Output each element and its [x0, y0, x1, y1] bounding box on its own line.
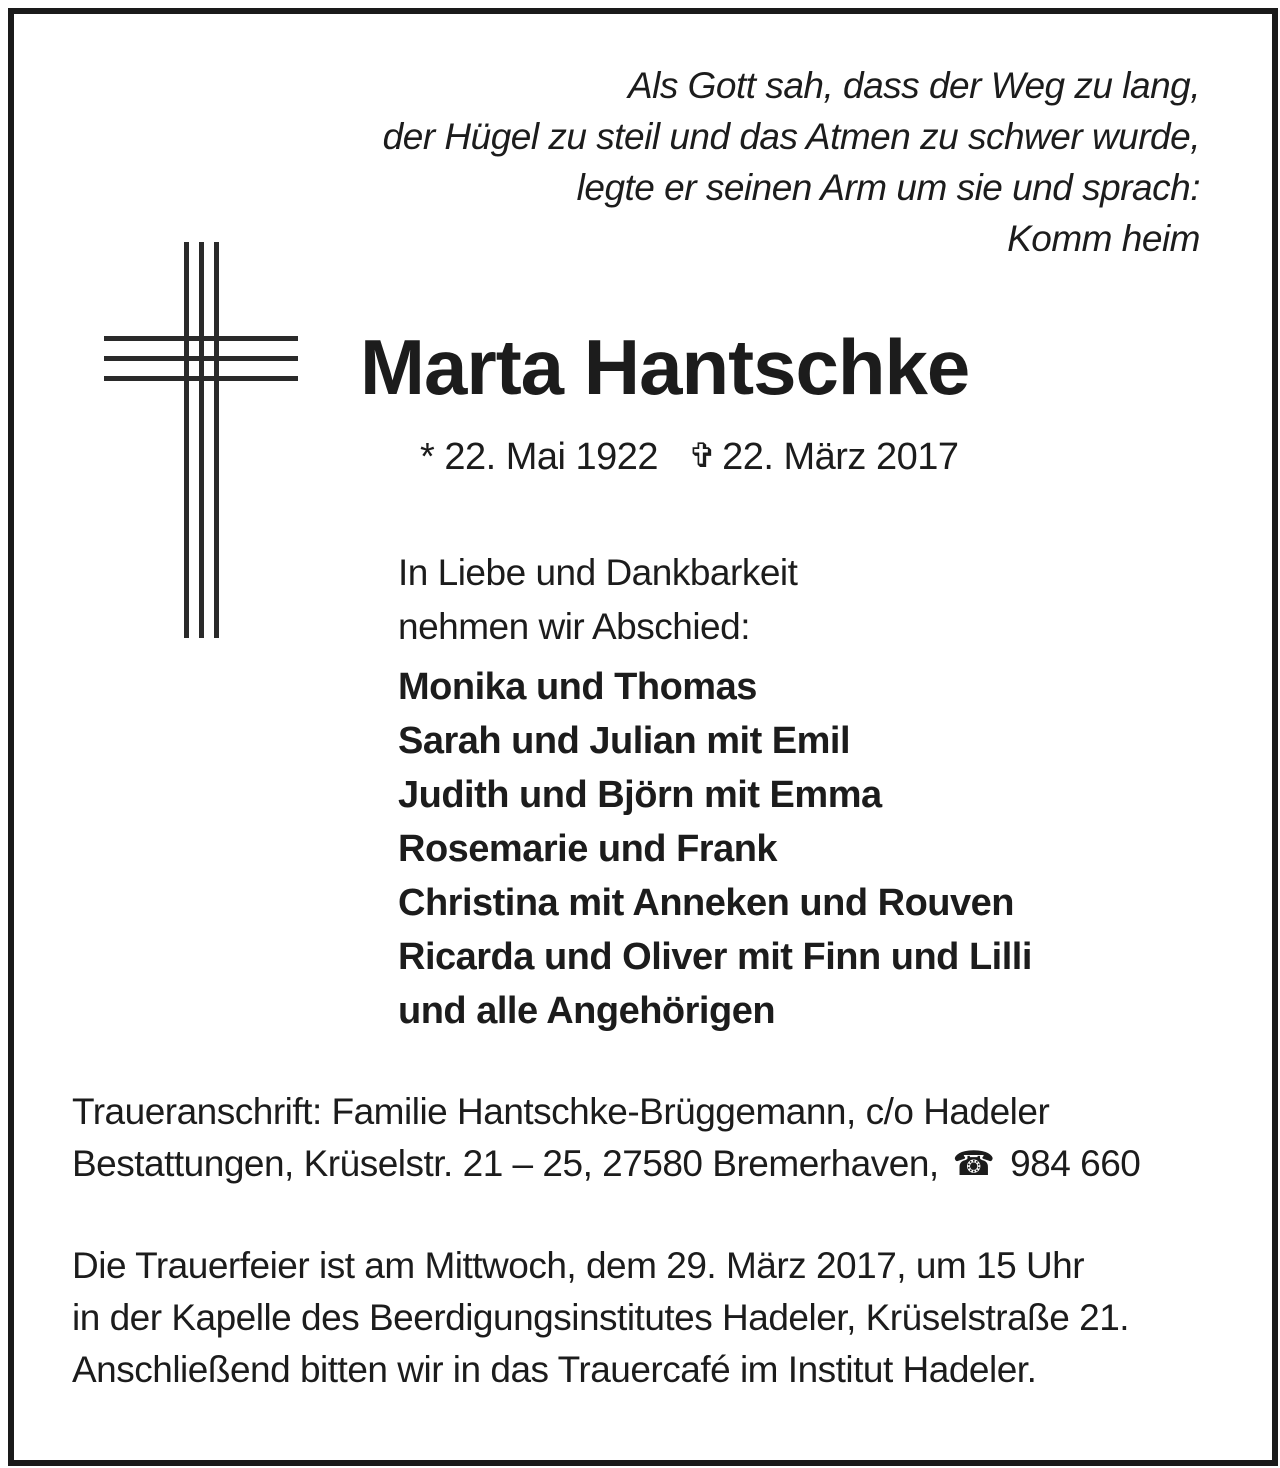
poem — [383, 60, 1200, 264]
ceremony-line: Anschließend bitten wir in das Trauercafé im Institut Hadeler. — [72, 1349, 1037, 1390]
deceased-name: Marta Hantschke — [360, 323, 970, 411]
address-line: Traueranschrift: Familie Hantschke-Brüggemann, c/o Hadeler — [72, 1091, 1050, 1132]
ceremony-line: Die Trauerfeier ist am Mittwoch, dem 29. März 2017, um 15 Uhr — [72, 1245, 1085, 1286]
poem-line: Als Gott sah, dass der Weg zu lang, — [627, 65, 1200, 106]
phone-number: 984 660 — [1010, 1143, 1141, 1184]
poem-line: Komm heim — [1007, 218, 1200, 259]
ceremony-line: in der Kapelle des Beerdigungsinstitutes Hadeler, Krüselstraße 21. — [72, 1297, 1130, 1338]
cross-icon — [104, 242, 298, 638]
mourners-list — [398, 660, 1032, 1038]
intro-line: nehmen wir Abschied: — [398, 606, 750, 647]
mourner: Ricarda und Oliver mit Finn und Lilli — [398, 936, 1032, 978]
mourner: Judith und Björn mit Emma — [398, 774, 882, 816]
death-date: 22. März 2017 — [722, 436, 959, 478]
phone-icon: ☎ — [952, 1145, 995, 1183]
farewell-intro — [398, 546, 797, 654]
mourner: und alle Angehörigen — [398, 990, 776, 1032]
funeral-ceremony-info — [72, 1240, 1129, 1396]
mourner: Monika und Thomas — [398, 666, 757, 708]
poem-line: legte er seinen Arm um sie und sprach: — [576, 167, 1200, 208]
mourner: Christina mit Anneken und Rouven — [398, 882, 1014, 924]
mourner: Sarah und Julian mit Emil — [398, 720, 851, 762]
mourner: Rosemarie und Frank — [398, 828, 778, 870]
mourning-address — [72, 1086, 1140, 1190]
cross-vertical-beam — [184, 242, 219, 638]
address-line — [72, 1138, 1140, 1190]
poem-line: der Hügel zu steil und das Atmen zu schwer wurde, — [382, 116, 1200, 157]
birth-date: * 22. Mai 1922 — [420, 436, 659, 478]
address-line-text: Bestattungen, Krüselstr. 21 – 25, 27580 Bremerhaven, — [72, 1143, 939, 1184]
life-dates — [420, 436, 958, 479]
intro-line: In Liebe und Dankbarkeit — [398, 552, 798, 593]
death-cross-icon: ✞ — [688, 437, 717, 475]
